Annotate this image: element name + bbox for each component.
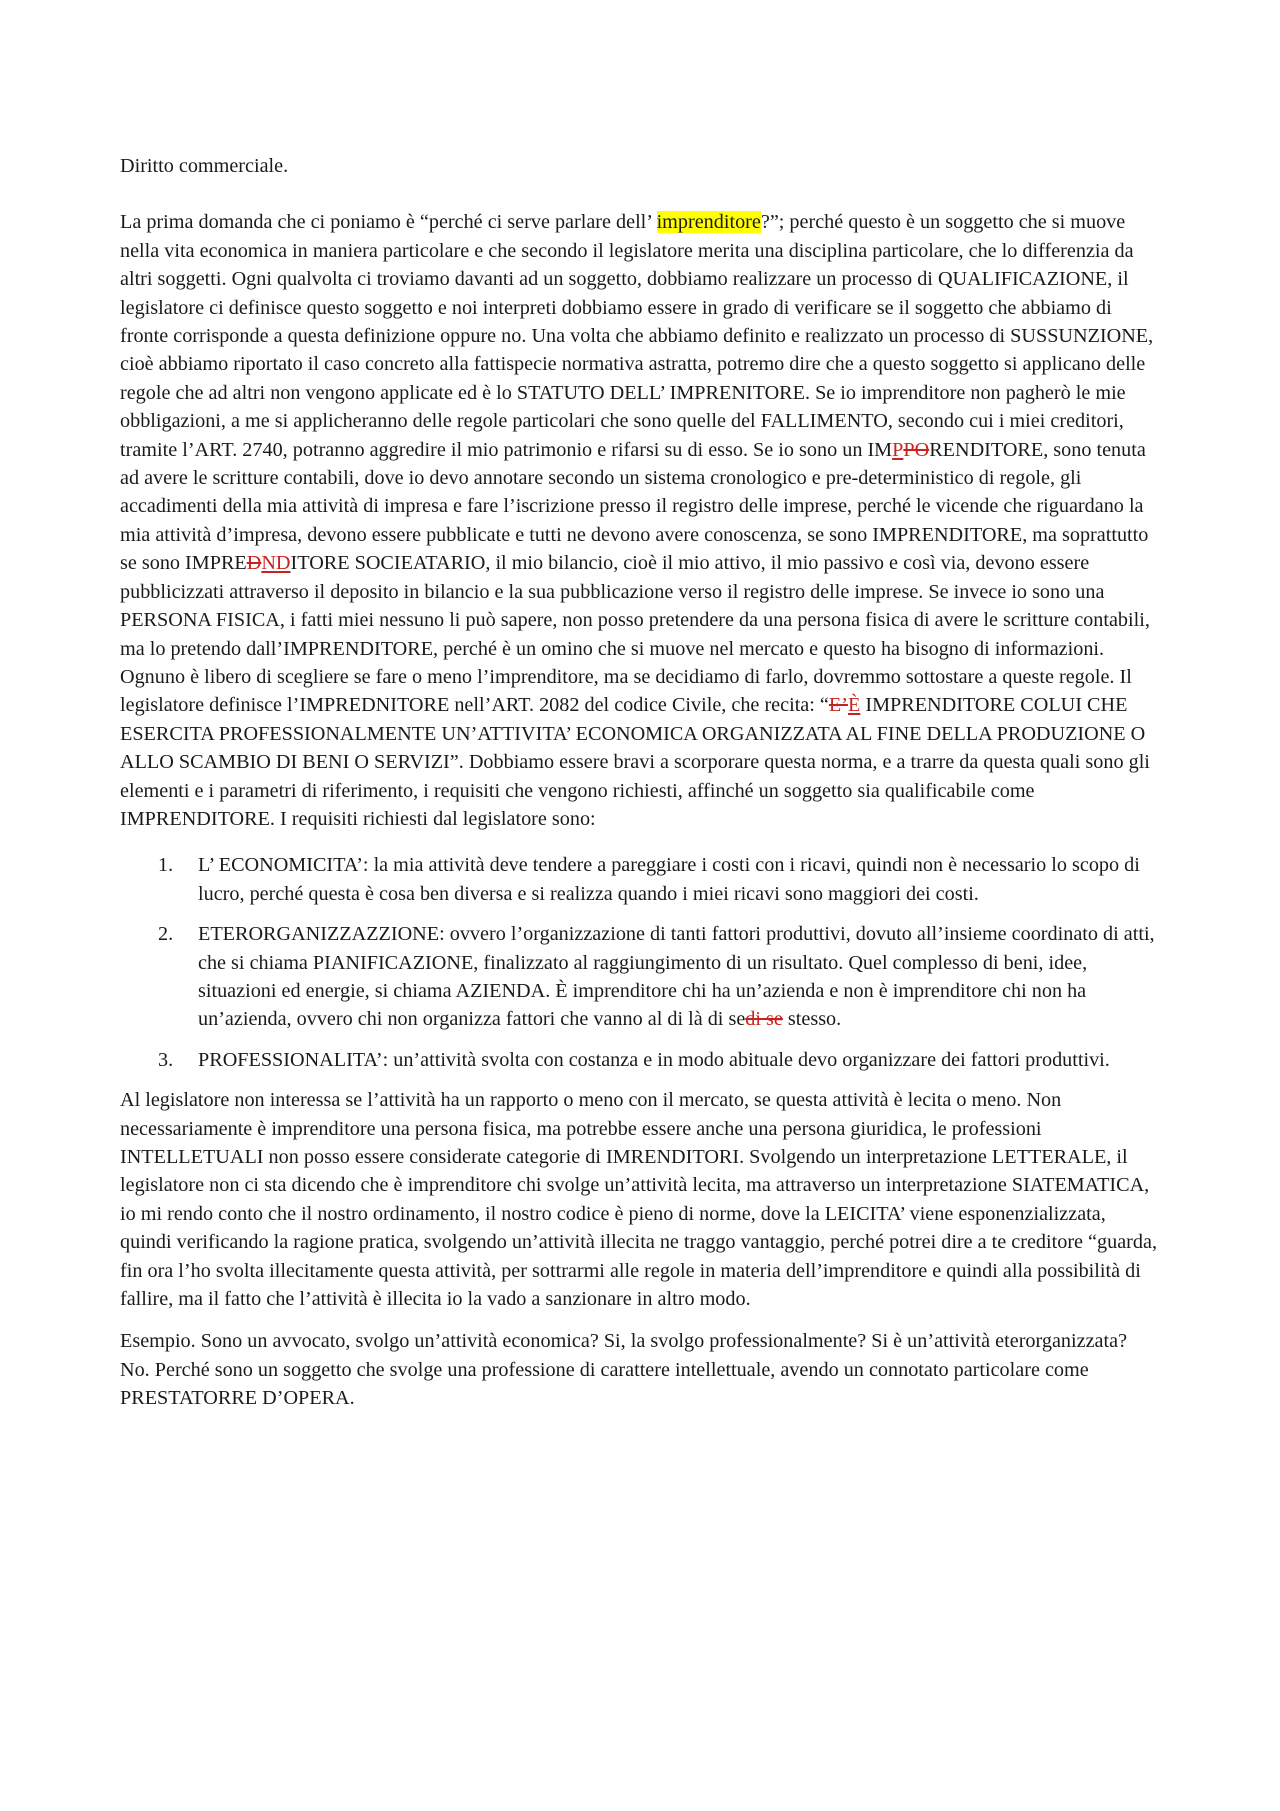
- list-item-number: 1.: [158, 854, 174, 877]
- paragraph-intro-text-2: ?”; perché questo è un soggetto che si muove nella vita economica in maniera particolare e che secondo il legislatore merita una disciplina particolare, che lo differenzia da altri soggetti. Ogni qualvolta ci troviamo davanti ad un soggetto, dobbiamo realizzare un processo di QUALIFICAZIONE, il legislatore ci definisce questo soggetto e noi interpreti dobbiamo essere in grado di verificare se il soggetto che abbiamo di fronte corrisponde a questa definizione oppure no. Una volta che abbiamo definito e realizzato un processo di SUSSUNZIONE, cioè abbiamo riportato il caso concreto alla fattispecie normativa astratta, potremo dire che a questo soggetto si applicano delle regole che ad altri non vengono applicate ed è lo STATUTO DELL’ IMPRENITORE. Se io imprenditore non pagherò le mie obbligazioni, a me si applicheranno delle regole particolari che sono quelle del FALLIMENTO, secondo cui i miei creditori, tramite l’ART. 2740, potranno aggredire il mio patrimonio e rifarsi su di esso. Se io sono un IM: [120, 211, 1154, 461]
- tracked-insertion: È: [847, 694, 861, 717]
- list-item-text: ETERORGANIZZAZZIONE: ovvero l’organizzazione di tanti fattori produttivi, dovuto all’insieme coordinato di atti, che si chiama PIANIFICAZIONE, finalizzato al raggiungimento di un risultato. Quel complesso di beni, idee, situazioni ed energie, si chiama AZIENDA. È imprenditore chi ha un’azienda e non è imprenditore chi non ha un’azienda, ovvero chi non organizza fattori che vanno al di là di se: [198, 923, 1155, 1031]
- paragraph-intro: [120, 208, 1160, 833]
- paragraph-intro-text-4: ITORE SOCIEATARIO, il mio bilancio, cioè il mio attivo, il mio passivo e così via, devono essere pubblicizzati attraverso il deposito in bilancio e la sua pubblicazione verso il registro delle imprese. Se invece io sono una PERSONA FISICA, i fatti miei nessuno li può sapere, non posso pretendere da una persona fisica di avere le scritture contabili, ma lo pretendo dall’IMPRENDITORE, perché è un omino che si muove nel mercato e questo ha bisogno di informazioni. Ognuno è libero di scegliere se fare o meno l’imprenditore, ma se decidiamo di farlo, dovremmo sottostare a queste regole. Il legislatore definisce l’IMPREDNITORE nell’ART. 2082 del codice Civile, che recita: “: [120, 552, 1150, 717]
- list-item-number: 2.: [158, 923, 174, 946]
- tracked-deletion: E’: [828, 694, 848, 717]
- list-item: [120, 920, 1160, 1034]
- tracked-deletion: PO: [903, 438, 930, 461]
- list-item-text: PROFESSIONALITA’: un’attività svolta con costanza e in modo abituale devo organizzare dei fattori produttivi.: [198, 1048, 1110, 1071]
- requirements-list: [120, 851, 1160, 1074]
- tracked-insertion: ND: [261, 552, 291, 575]
- list-item: [120, 1046, 1160, 1074]
- paragraph-example: Esempio. Sono un avvocato, svolgo un’attività economica? Si, la svolgo professionalmente? Si è un’attività eterorganizzata? No. Perché sono un soggetto che svolge una professione di carattere intellettuale, avendo un connotato particolare come PRESTATORRE D’OPERA.: [120, 1330, 1128, 1410]
- paragraph-intro-text-5: IMPRENDITORE COLUI CHE ESERCITA PROFESSIONALMENTE UN’ATTIVITA’ ECONOMICA ORGANIZZATA AL FINE DELLA PRODUZIONE O ALLO SCAMBIO DI BENI O SERVIZI”. Dobbiamo essere bravi a scorporare questa norma, e a trarre da questa quali sono gli elementi e i parametri di riferimento, i requisiti che vengono richiesti, affinché un soggetto sia qualificabile come IMPRENDITORE. I requisiti richiesti dal legislatore sono:: [120, 694, 1150, 830]
- paragraph-intro-text-3: RENDITORE, sono tenuta ad avere le scritture contabili, dove io devo annotare secondo un sistema cronologico e pre-deterministico di regole, gli accadimenti della mia attività di impresa e fare l’iscrizione presso il registro delle imprese, perché le vicende che riguardano la mia attività d’impresa, devono essere pubblicate e tutti ne devono avere conoscenza, se sono IMPRENDITORE, ma soprattutto se sono IMPRE: [120, 438, 1149, 575]
- list-item-number: 3.: [158, 1048, 174, 1071]
- tracked-insertion: P: [892, 438, 904, 461]
- document-title: Diritto commerciale.: [120, 155, 289, 177]
- tracked-deletion: di se: [745, 1008, 783, 1031]
- list-item: [120, 851, 1160, 908]
- paragraph-intro-text-1: La prima domanda che ci poniamo è “perché ci serve parlare dell’: [120, 211, 657, 234]
- paragraph-legislator: Al legislatore non interessa se l’attività ha un rapporto o meno con il mercato, se questa attività è lecita o meno. Non necessariamente è imprenditore una persona fisica, ma potrebbe essere anche una persona giuridica, le professioni INTELLETUALI non posso essere considerate categorie di IMRENDITORI. Svolgendo un interpretazione LETTERALE, il legislatore non ci sta dicendo che è imprenditore chi svolge un’attività lecita, ma attraverso un interpretazione SIATEMATICA, io mi rendo conto che il nostro ordinamento, il nostro codice è pieno di norme, dove la LEICITA’ viene esponenzializzata, quindi verificando la ragione pratica, svolgendo un’attività illecita ne traggo vantaggio, perché potrei dire a te creditore “guarda, fin ora l’ho svolta illecitamente questa attività, per sottrarmi alle regole in materia dell’imprenditore e quindi alla possibilità di fallire, ma il fatto che l’attività è illecita io la vado a sanzionare in altro modo.: [120, 1089, 1157, 1311]
- highlighted-word: imprenditore: [656, 211, 761, 234]
- tracked-deletion: D: [246, 552, 262, 575]
- document-body: [120, 152, 1160, 1427]
- list-item-text-end: stesso.: [782, 1008, 842, 1031]
- list-item-text: L’ ECONOMICITA’: la mia attività deve tendere a pareggiare i costi con i ricavi, quindi non è necessario lo scopo di lucro, perché questa è cosa ben diversa e si realizza quando i miei ricavi sono maggiori dei costi.: [198, 854, 1140, 905]
